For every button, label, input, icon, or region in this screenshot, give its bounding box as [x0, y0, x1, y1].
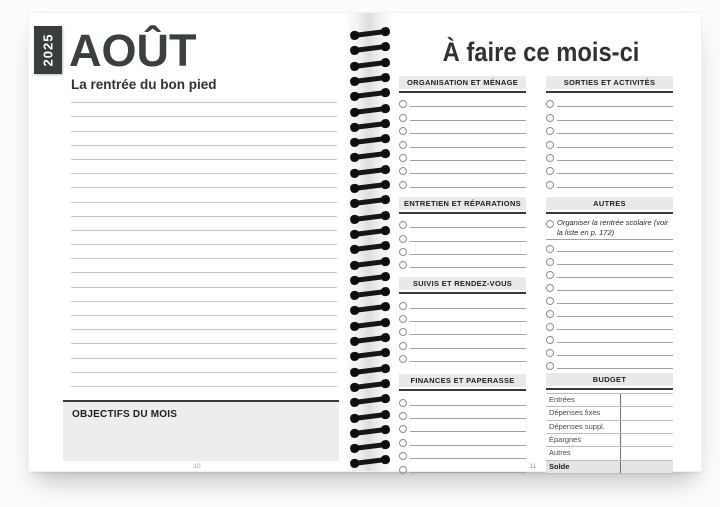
section-divider	[546, 91, 673, 93]
write-line	[410, 431, 526, 432]
budget-label: Autres	[549, 448, 571, 458]
write-line	[410, 472, 526, 473]
write-line	[557, 147, 673, 148]
write-line	[557, 368, 673, 369]
write-line	[557, 264, 673, 265]
checklist-rows	[399, 218, 526, 272]
checkbox-circle	[399, 261, 407, 269]
write-line	[557, 316, 673, 317]
checkbox-circle	[399, 248, 407, 256]
checklist-row	[399, 338, 526, 351]
rule-line	[71, 217, 337, 231]
checklist-row	[546, 137, 673, 150]
budget-row	[546, 421, 673, 434]
notes-ruled-lines	[71, 89, 337, 387]
checklist-row	[546, 255, 673, 268]
write-line	[557, 173, 673, 174]
section-divider	[546, 212, 673, 214]
budget-table	[546, 393, 673, 474]
write-line	[410, 308, 526, 309]
budget-value-cell	[620, 394, 673, 406]
rule-line	[71, 288, 337, 302]
checklist-row	[546, 307, 673, 320]
rule-line	[71, 330, 337, 344]
section-divider	[546, 388, 673, 390]
checklist-row	[546, 151, 673, 164]
checkbox-circle	[399, 399, 407, 407]
budget-label: Dépenses fixes	[549, 408, 601, 418]
write-line	[557, 120, 673, 121]
budget-row	[546, 447, 673, 460]
checklist-row	[399, 151, 526, 164]
checklist-row	[546, 110, 673, 123]
checklist-row	[546, 97, 673, 110]
write-line	[410, 173, 526, 174]
rule-line	[71, 231, 337, 245]
checkbox-circle	[546, 220, 554, 228]
checkbox-circle	[546, 297, 554, 305]
rule-line	[71, 359, 337, 373]
checkbox-circle	[399, 181, 407, 189]
checkbox-circle	[399, 221, 407, 229]
checkbox-circle	[546, 258, 554, 266]
checkbox-circle	[399, 425, 407, 433]
checkbox-circle	[399, 127, 407, 135]
write-line	[410, 254, 526, 255]
write-line	[557, 277, 673, 278]
rule-line	[71, 174, 337, 188]
rule-line	[71, 203, 337, 217]
write-line	[557, 355, 673, 356]
checklist-row	[546, 164, 673, 177]
todo-column-right	[546, 76, 673, 480]
checklist-row	[399, 124, 526, 137]
budget-value-cell	[620, 434, 673, 446]
checklist-row	[399, 435, 526, 448]
checkbox-circle	[546, 336, 554, 344]
write-line	[410, 160, 526, 161]
todo-section	[546, 197, 673, 372]
rule-line	[71, 160, 337, 174]
checklist-row	[399, 231, 526, 244]
todo-section	[399, 76, 526, 191]
section-header: SORTIES ET ACTIVITÉS	[546, 76, 673, 89]
budget-label: Solde	[549, 461, 570, 471]
checklist-row	[546, 268, 673, 281]
section-divider	[399, 389, 526, 391]
checklist-row	[546, 294, 673, 307]
checklist-rows	[399, 298, 526, 365]
prefilled-task: Organiser la rentrée scolaire (voir la liste en p. 172)	[557, 217, 669, 238]
write-line	[410, 458, 526, 459]
checklist-row	[546, 218, 673, 240]
objectives-box	[63, 400, 339, 461]
checkbox-circle	[546, 100, 554, 108]
checkbox-circle	[546, 323, 554, 331]
write-line	[410, 348, 526, 349]
checkbox-circle	[399, 154, 407, 162]
page-number-left: 10	[193, 463, 201, 470]
month-title: AOÛT	[69, 25, 197, 76]
rule-line	[71, 373, 337, 387]
write-line	[410, 405, 526, 406]
write-line	[410, 133, 526, 134]
section-header: FINANCES ET PAPERASSE	[399, 374, 526, 387]
section-divider	[399, 212, 526, 214]
write-line	[410, 147, 526, 148]
checkbox-circle	[546, 245, 554, 253]
checkbox-circle	[399, 439, 407, 447]
rule-line	[71, 132, 337, 146]
checklist-row	[399, 164, 526, 177]
section-divider	[399, 292, 526, 294]
write-line	[410, 361, 526, 362]
checklist-row	[399, 422, 526, 435]
write-line	[557, 342, 673, 343]
rule-line	[71, 245, 337, 259]
write-line	[410, 227, 526, 228]
checklist-rows	[546, 218, 673, 372]
checkbox-circle	[399, 114, 407, 122]
section-header: SUIVIS ET RENDEZ-VOUS	[399, 277, 526, 290]
write-line	[410, 106, 526, 107]
budget-row	[546, 407, 673, 420]
budget-label: Épargnes	[549, 434, 582, 444]
todo-section	[399, 197, 526, 272]
checkbox-circle	[546, 284, 554, 292]
checklist-row	[546, 359, 673, 372]
write-line	[410, 321, 526, 322]
write-line	[410, 187, 526, 188]
year-tab-label: 2025	[40, 33, 56, 67]
checklist-row	[546, 242, 673, 255]
section-header: ORGANISATION ET MÉNAGE	[399, 76, 526, 89]
checklist-row	[399, 409, 526, 422]
todo-section	[399, 277, 526, 365]
page-number-right: 11	[529, 463, 537, 470]
checkbox-circle	[546, 181, 554, 189]
section-header: ENTRETIEN ET RÉPARATIONS	[399, 197, 526, 210]
checkbox-circle	[546, 310, 554, 318]
todo-section	[399, 374, 526, 475]
checklist-row	[546, 177, 673, 190]
checkbox-circle	[546, 362, 554, 370]
checkbox-circle	[399, 328, 407, 336]
checklist-row	[399, 137, 526, 150]
rule-line	[71, 302, 337, 316]
checkbox-circle	[546, 127, 554, 135]
objectives-label: OBJECTIFS DU MOIS	[72, 409, 178, 420]
budget-label: Entrées	[549, 394, 575, 404]
checklist-row	[399, 449, 526, 462]
todo-page-title: À faire ce mois-ci	[442, 37, 640, 67]
write-line	[557, 106, 673, 107]
rule-line	[71, 146, 337, 160]
checklist-row	[399, 177, 526, 190]
checklist-row	[399, 298, 526, 311]
checkbox-circle	[546, 271, 554, 279]
rule-line	[71, 259, 337, 273]
budget-value-cell	[620, 421, 673, 433]
checkbox-circle	[399, 355, 407, 363]
checkbox-circle	[546, 141, 554, 149]
checklist-row	[546, 333, 673, 346]
write-line	[557, 251, 673, 252]
write-line	[557, 187, 673, 188]
checkbox-circle	[399, 235, 407, 243]
write-line	[410, 241, 526, 242]
checklist-row	[546, 124, 673, 137]
checklist-rows	[399, 97, 526, 191]
rule-line	[71, 117, 337, 131]
checkbox-circle	[546, 349, 554, 357]
checkbox-circle	[399, 167, 407, 175]
year-tab	[34, 26, 62, 74]
checklist-row	[399, 97, 526, 110]
todo-section	[546, 76, 673, 191]
checklist-row	[546, 346, 673, 359]
checkbox-circle	[399, 412, 407, 420]
checklist-row	[399, 110, 526, 123]
checkbox-circle	[399, 302, 407, 310]
checklist-row	[546, 320, 673, 333]
write-line	[557, 290, 673, 291]
write-line	[557, 133, 673, 134]
rule-line	[71, 89, 337, 103]
write-line	[557, 160, 673, 161]
checkbox-circle	[399, 100, 407, 108]
checkbox-circle	[399, 342, 407, 350]
checkbox-circle	[399, 452, 407, 460]
budget-row	[546, 394, 673, 407]
checkbox-circle	[546, 154, 554, 162]
rule-line	[71, 316, 337, 330]
write-line	[410, 445, 526, 446]
rule-line	[71, 103, 337, 117]
budget-value-cell	[620, 447, 673, 459]
rule-line	[71, 344, 337, 358]
section-header: BUDGET	[546, 373, 673, 386]
budget-label: Dépenses suppl.	[549, 421, 605, 431]
write-line	[557, 303, 673, 304]
rule-line	[71, 188, 337, 202]
write-line	[410, 418, 526, 419]
budget-value-cell	[620, 407, 673, 419]
write-line	[410, 334, 526, 335]
todo-section	[546, 373, 673, 474]
checkbox-circle	[399, 315, 407, 323]
checklist-row	[399, 325, 526, 338]
checkbox-circle	[546, 167, 554, 175]
checklist-row	[399, 352, 526, 365]
budget-row	[546, 434, 673, 447]
write-line	[410, 267, 526, 268]
page-spread	[28, 12, 702, 472]
checklist-rows	[546, 97, 673, 191]
checklist-row	[546, 281, 673, 294]
checklist-row	[399, 258, 526, 271]
checklist-row	[399, 218, 526, 231]
todo-column-left	[399, 76, 526, 482]
month-subtitle: La rentrée du bon pied	[71, 77, 217, 92]
write-line	[410, 120, 526, 121]
section-divider	[399, 91, 526, 93]
checklist-row	[399, 245, 526, 258]
checkbox-circle	[399, 141, 407, 149]
write-line	[557, 329, 673, 330]
checkbox-circle	[546, 114, 554, 122]
rule-line	[71, 273, 337, 287]
checklist-row	[399, 312, 526, 325]
checklist-row	[399, 395, 526, 408]
section-header: AUTRES	[546, 197, 673, 210]
